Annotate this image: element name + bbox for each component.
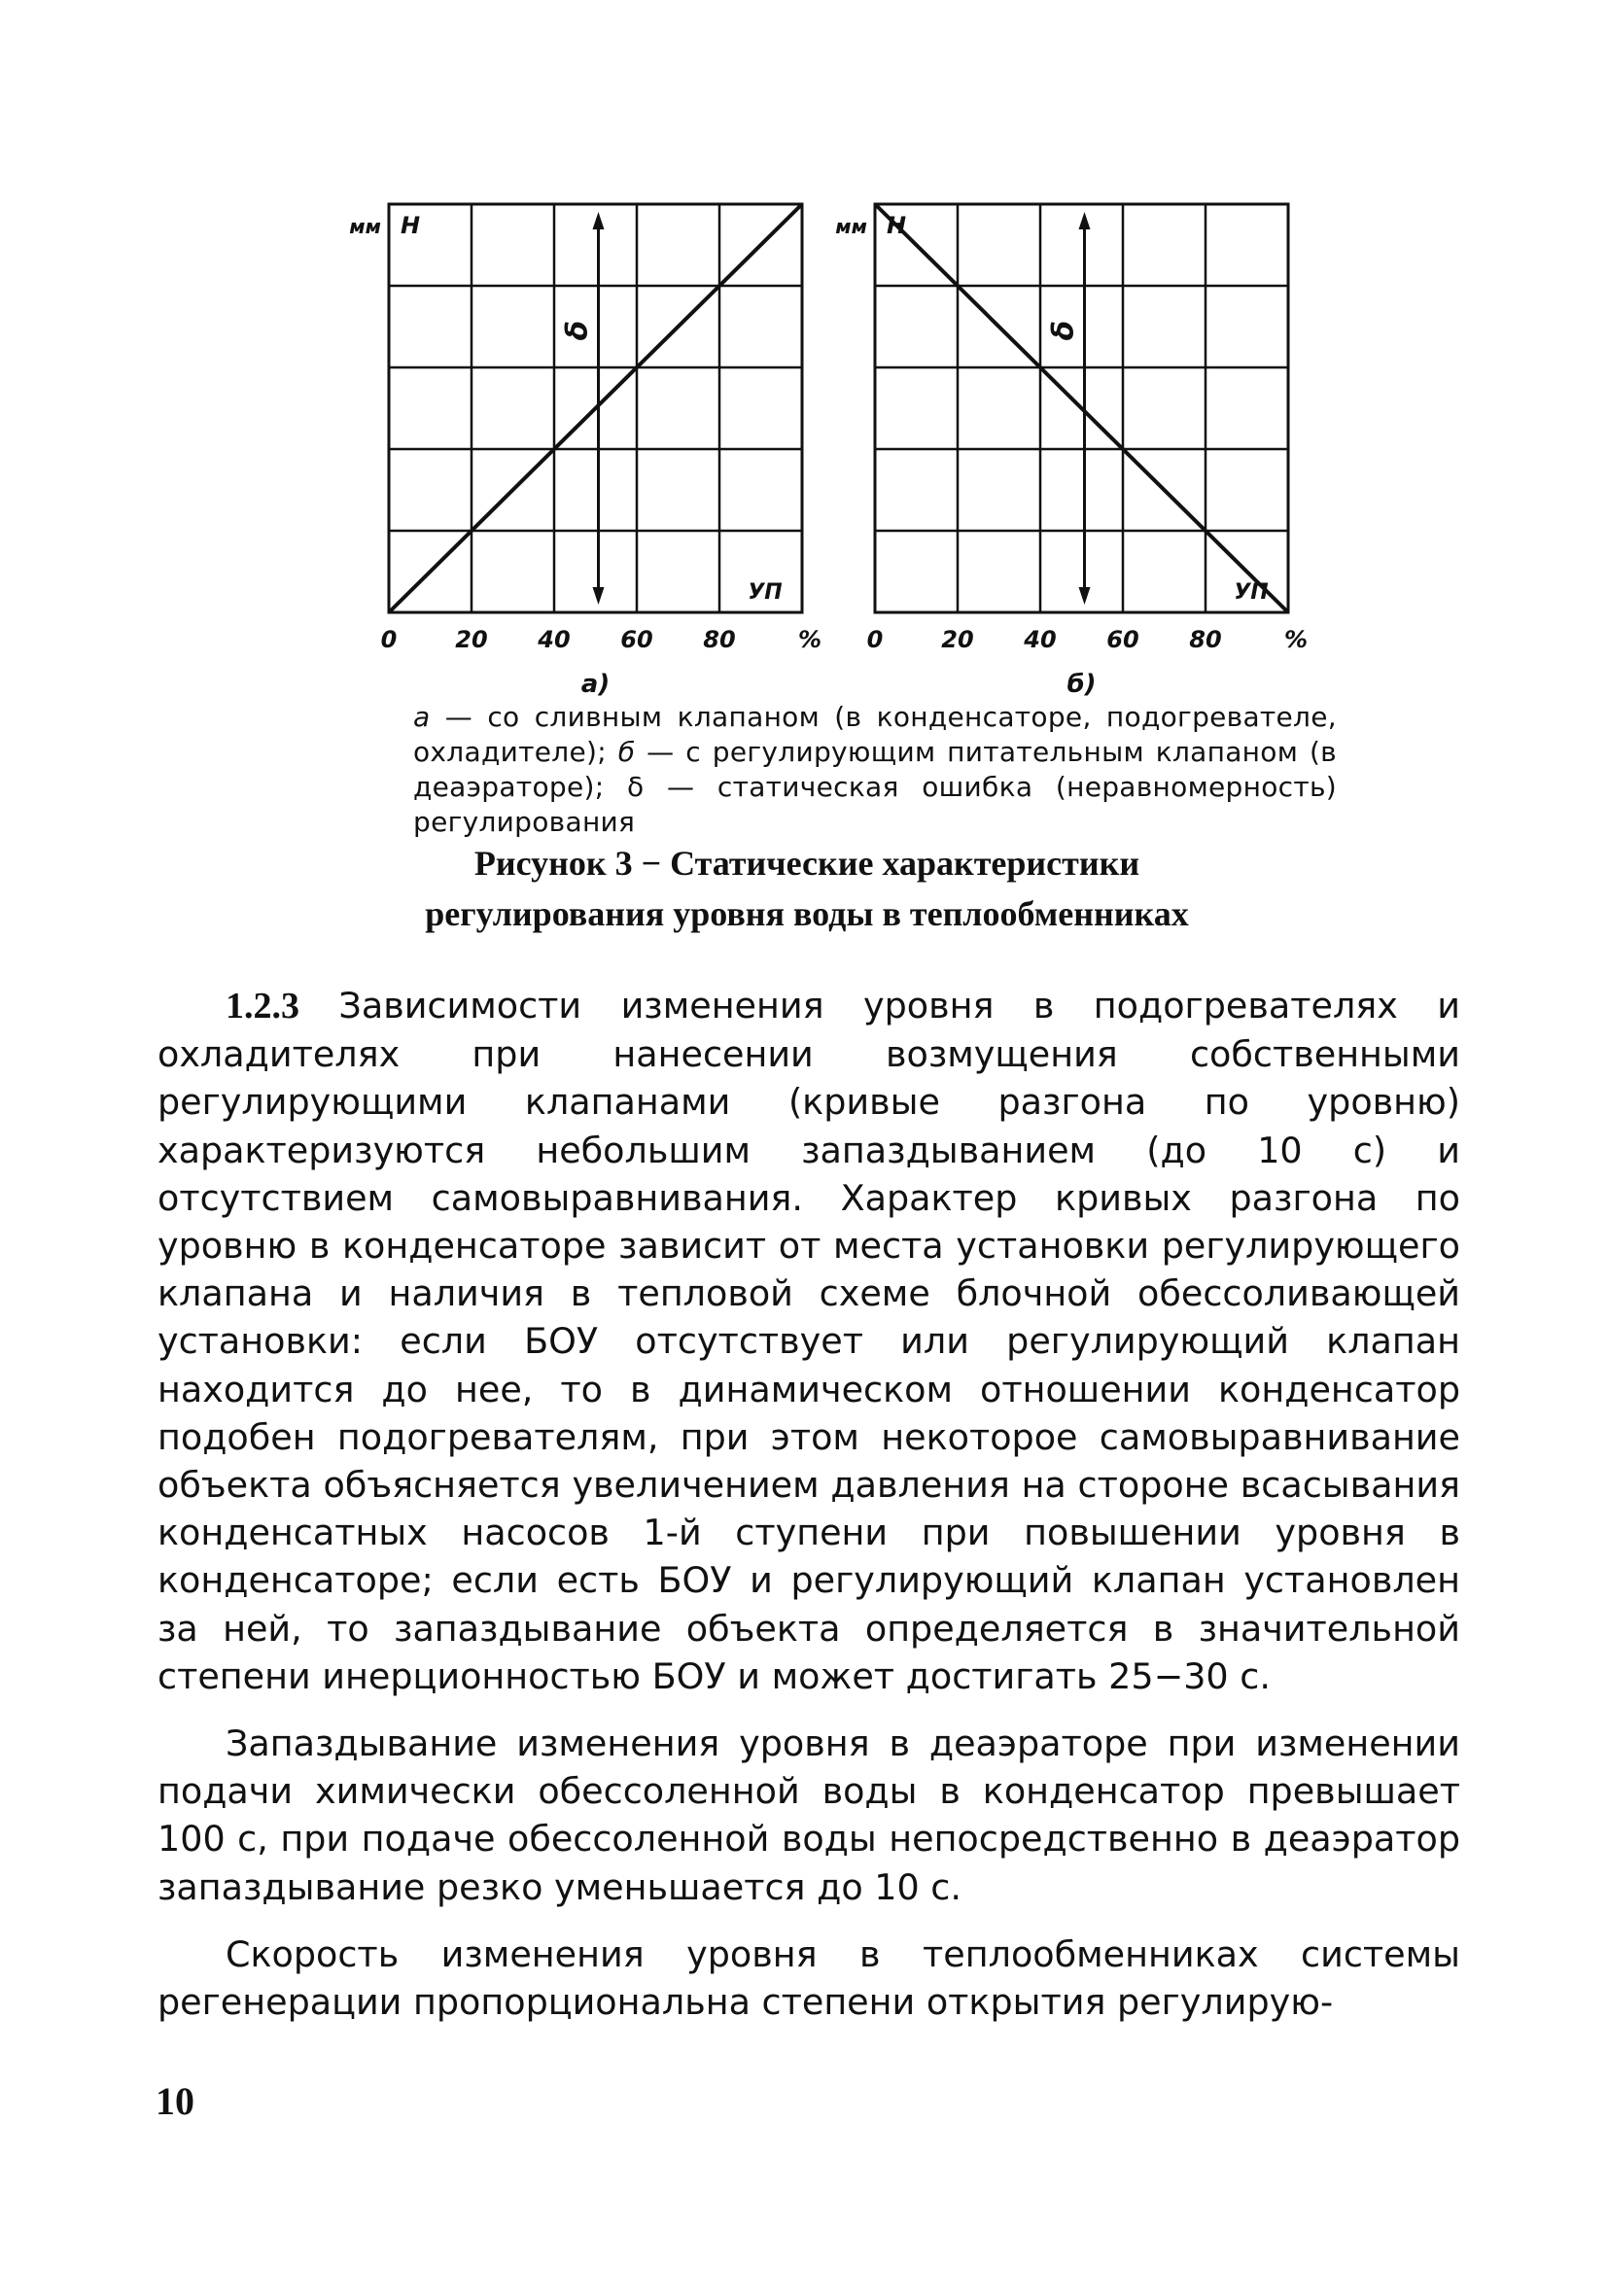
x-tick-label: 60	[1106, 626, 1139, 653]
x-tick-label: 0	[866, 626, 884, 653]
caption-line-1: Рисунок 3 − Статические характеристики	[473, 844, 1140, 883]
legend-d-text: — статическая ошибка (неравномерность) регулирования	[413, 771, 1337, 838]
legend-a-symbol: а	[413, 701, 431, 733]
paragraph-1	[157, 982, 1460, 1700]
series-line	[389, 204, 802, 612]
x-tick-label: 20	[455, 626, 488, 653]
x-tick-label: 80	[1189, 626, 1222, 653]
figure-3	[321, 175, 1312, 700]
panel-label: б)	[1066, 670, 1097, 699]
x-tick-label: 40	[1024, 626, 1057, 653]
paragraph-3: Скорость изменения уровня в теплообменниках системы регенерации пропорциональна степени открытия регулирую-	[157, 1932, 1460, 2024]
x-axis-label: УП	[1234, 580, 1269, 605]
x-tick-label: 40	[538, 626, 571, 653]
y-unit-label: мм	[349, 215, 381, 238]
legend-a-text: — со сливным клапаном (в конденсаторе, подогревателе, охладителе);	[413, 701, 1337, 768]
section-number: 1.2.3	[226, 986, 299, 1026]
series-line	[875, 204, 1288, 612]
delta-arrow-head-down	[593, 587, 605, 605]
caption-line-2: регулирования уровня воды в теплообменниках	[425, 894, 1189, 933]
x-unit-label: %	[1283, 626, 1309, 653]
delta-arrow-head-up	[1079, 212, 1091, 229]
x-tick-label: 20	[941, 626, 974, 653]
paragraph-2: Запаздывание изменения уровня в деаэраторе при изменении подачи химически обессоленной воды в конденсатор превышает 100 с, при подаче обессоленной воды непосредственно в деаэратор запаздывание резко уменьшается до 10 с.	[157, 1722, 1460, 1908]
legend-b-symbol: б	[617, 736, 636, 768]
x-unit-label: %	[797, 626, 822, 653]
delta-label: δ	[560, 320, 595, 341]
legend-d-symbol: δ	[627, 771, 645, 803]
chart-b	[807, 175, 1309, 700]
panel-label: а)	[580, 670, 611, 699]
figure-caption	[292, 838, 1322, 939]
delta-arrow-head-down	[1079, 587, 1091, 605]
delta-arrow-head-up	[593, 212, 605, 229]
page-number: 10	[156, 2079, 194, 2123]
figure-legend	[413, 700, 1337, 840]
legend-b-text: — с регулирующим питательным клапаном (в деаэраторе);	[413, 736, 1337, 803]
x-tick-label: 80	[703, 626, 736, 653]
y-axis-label: H	[401, 212, 421, 239]
x-axis-label: УП	[748, 580, 783, 605]
x-tick-label: 0	[380, 626, 398, 653]
x-tick-label: 60	[620, 626, 653, 653]
y-axis-label: H	[887, 212, 907, 239]
body-text	[157, 982, 1460, 2045]
paragraph-1-text: Зависимости изменения уровня в подогревателях и охладителях при нанесении возмущения собственными регулирующими клапанами (кривые разгона по уровню) характеризуются небольшим запаздыванием (до 10 с) и отсутствием самовыравнивания. Характер кривых разгона по уровню в конденсаторе зависит от места установки регулирующего клапана и наличия в тепловой схеме блочной обессоливающей установки: если БОУ отсутствует или регулирующий клапан находится до нее, то в динамическом отношении конденсатор подобен подогревателям, при этом некоторое самовыравнивание объекта объясняется увеличением давления на стороне всасывания конденсатных насосов 1-й ступени при повышении уровня в конденсаторе; если есть БОУ и регулирующий клапан установлен за ней, то запаздывание объекта определяется в значительной степени инерционностью БОУ и может достигать 25−30 с.	[157, 985, 1460, 1697]
y-unit-label: мм	[835, 215, 867, 238]
chart-a	[321, 175, 822, 700]
delta-label: δ	[1046, 320, 1081, 341]
